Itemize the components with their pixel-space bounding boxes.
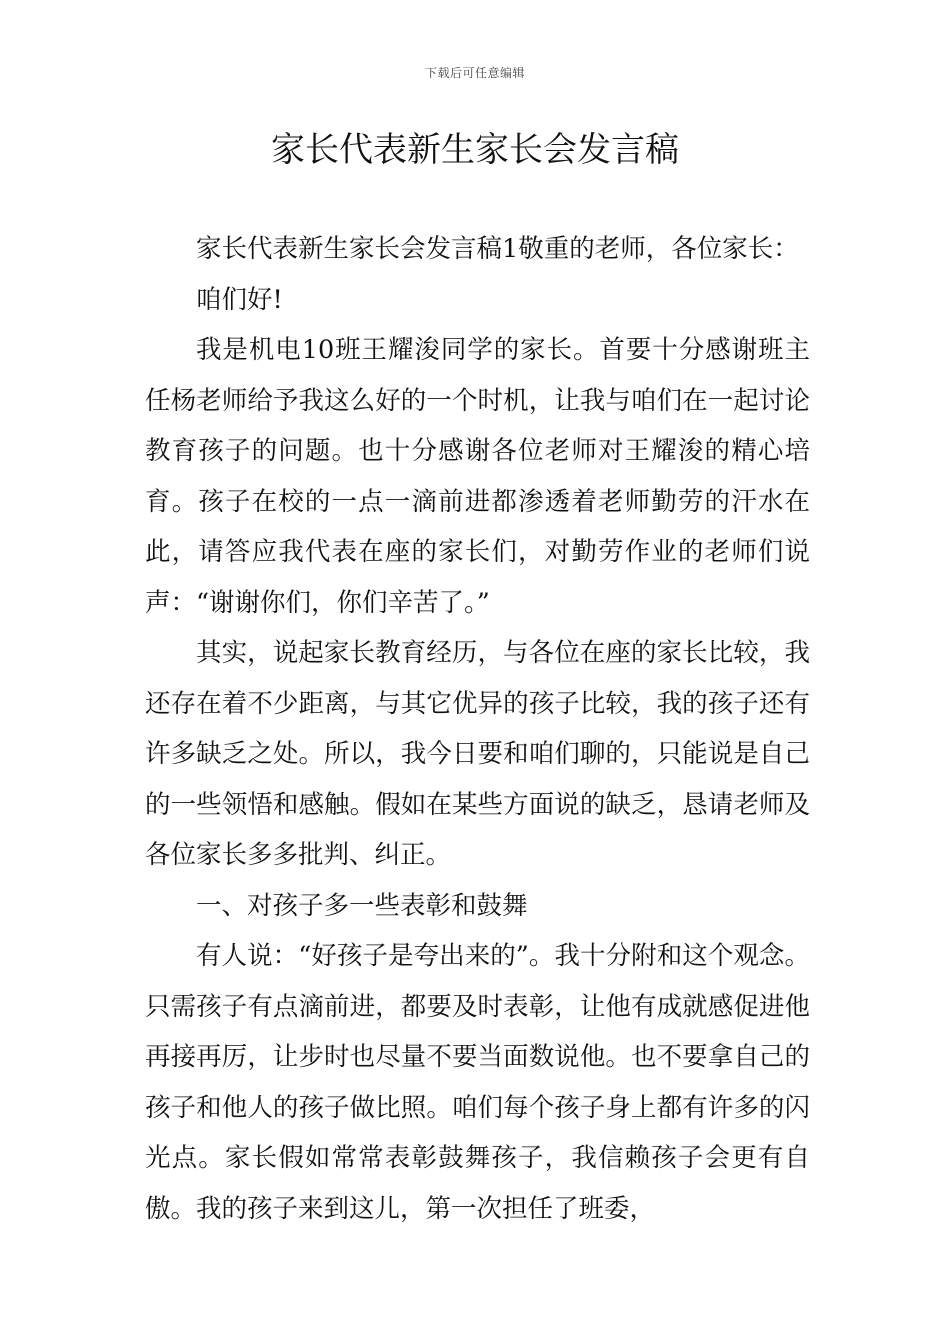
- paragraph-experience: 其实，说起家长教育经历，与各位在座的家长比较，我还存在着不少距离，与其它优异的孩子比较，我的孩子还有许多缺乏之处。所以，我今日要和咱们聊的，只能说是自己的一些领悟和感触。假如在某些方面说的缺乏，恳请老师及各位家长多多批判、纠正。: [145, 638, 810, 870]
- document-title: 家长代表新生家长会发言稿: [271, 130, 679, 170]
- paragraph-greeting: 家长代表新生家长会发言稿1敬重的老师，各位家长：: [196, 234, 799, 264]
- document-body: [145, 224, 810, 1234]
- header-note: 下载后可任意编辑: [424, 66, 525, 80]
- paragraph-hello: 咱们好!: [196, 284, 283, 315]
- section-heading-1: 一、对孩子多一些表彰和鼓舞: [196, 890, 528, 921]
- paragraph-intro: 我是机电10班王耀浚同学的家长。首要十分感谢班主任杨老师给予我这么好的一个时机，让我与咱们在一起讨论教育孩子的问题。也十分感谢各位老师对王耀浚的精心培育。孩子在校的一点一滴前进都渗透着老师勤劳的汗水在此，请答应我代表在座的家长们，对勤劳作业的老师们说声：“谢谢你们，你们辛苦了。”: [145, 335, 810, 618]
- paragraph-praise: 有人说：“好孩子是夸出来的”。我十分附和这个观念。只需孩子有点滴前进，都要及时表彰，让他有成就感促进他再接再厉，让步时也尽量不要当面数说他。也不要拿自己的孩子和他人的孩子做比照。咱们每个孩子身上都有许多的闪光点。家长假如常常表彰鼓舞孩子，我信赖孩子会更有自傲。我的孩子来到这儿，第一次担任了班委，: [145, 941, 810, 1224]
